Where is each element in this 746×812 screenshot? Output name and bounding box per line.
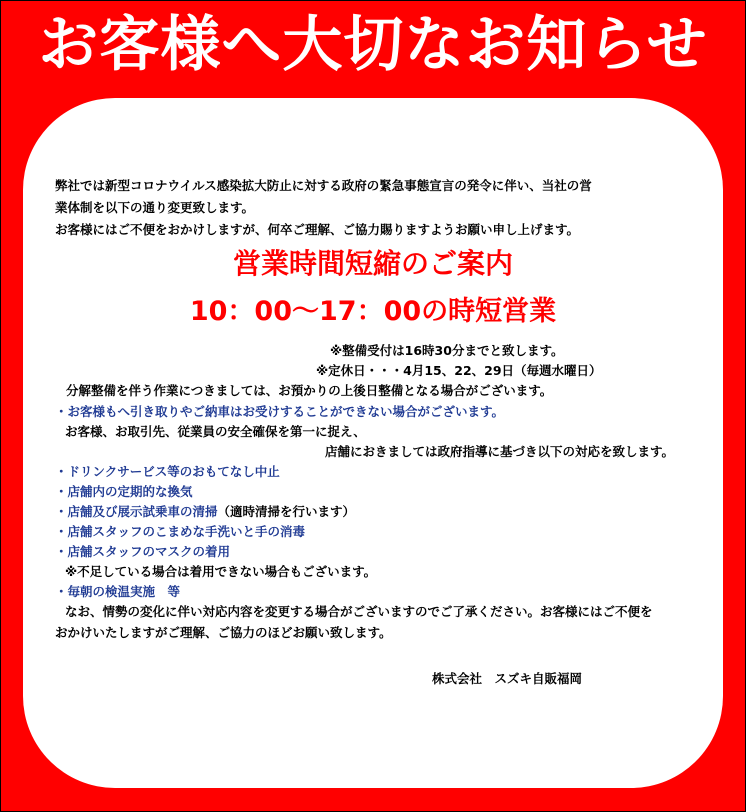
safety-line-2: 店舗におきましては政府指導に基づき以下の対応を致します。 (325, 444, 675, 459)
closed-days-note: ※定休日・・・4月15、22、29日（毎週水曜日） (316, 363, 602, 378)
title: 営業時間短縮のご案内 (232, 247, 513, 280)
measure-item: ・店舗及び展示試乗車の清掃 (55, 504, 218, 519)
intro-line-3: お客様にはご不便をおかけしますが、何卒ご理解、ご協力賜りますようお願い申し上げます。 (55, 222, 580, 237)
measure-item: ・店舗スタッフのマスクの着用 (55, 544, 231, 559)
mask-note: ※不足している場合は着用できない場合もございます。 (65, 564, 377, 579)
service-reception-note: ※整備受付は16時30分までと致します。 (330, 343, 564, 358)
intro-line-2: 業体制を以下の通り変更致します。 (55, 200, 255, 215)
intro-line-1: 弊社では新型コロナウイルス感染拡大防止に対する政府の緊急事態宣言の発令に伴い、当社の営 (55, 178, 592, 193)
business-hours: 10：00〜17：00の時短営業 (189, 296, 557, 327)
measure-item: ・店舗内の定期的な換気 (55, 484, 193, 499)
measure-item-with-note (55, 504, 355, 520)
measure-item: ・ドリンクサービス等のおもてなし中止 (55, 464, 280, 479)
closing-line-1: なお、情勢の変化に伴い対応内容を変更する場合がございますのでご了承ください。お客様にはご不便を (65, 604, 653, 619)
pickup-notice: ・お客様もへ引き取りやご納車はお受けすることができない場合がございます。 (55, 404, 505, 419)
measure-item: ・店舗スタッフのこまめな手洗いと手の消毒 (55, 524, 306, 539)
measure-cleaning-note: （適時清掃を行います） (217, 504, 356, 519)
closing-line-2: おかけいたしますがご理解、ご協力のほどお願い致します。 (55, 625, 392, 640)
disassembly-note: 分解整備を伴う作業につきましては、お預かりの上後日整備となる場合がございます。 (66, 383, 553, 398)
company-name: 株式会社 スズキ自販福岡 (432, 671, 583, 686)
measure-item: ・毎朝の検温実施 等 (55, 584, 181, 599)
headline: お客様へ大切なお知らせ (38, 10, 708, 80)
safety-line-1: お客様、お取引先、従業員の安全確保を第一に捉え、 (65, 424, 366, 439)
